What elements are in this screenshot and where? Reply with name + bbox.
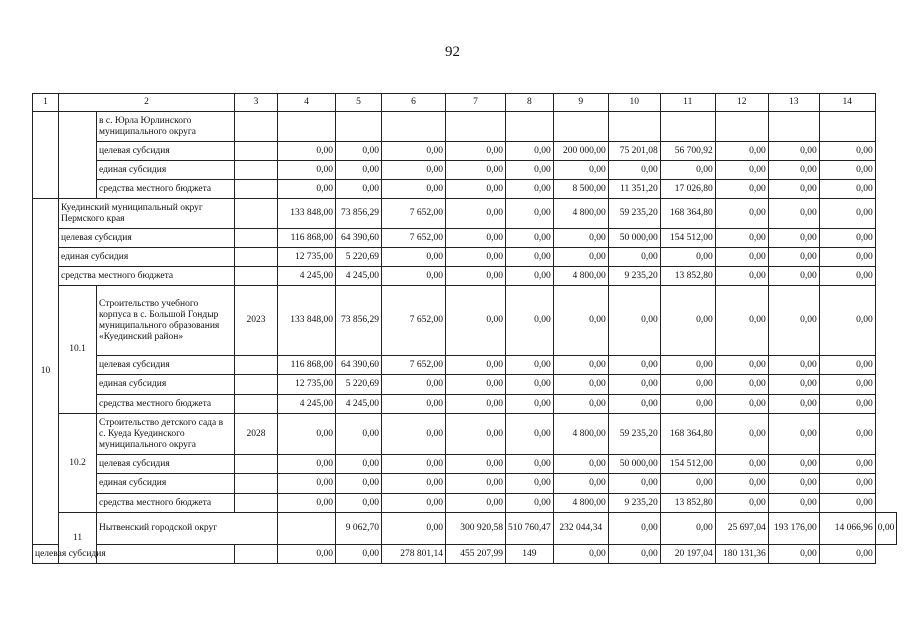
value-cell: 0,00: [608, 161, 660, 180]
value-cell: 0,00: [506, 180, 554, 199]
blank-cell: [33, 112, 59, 199]
value-cell: 0,00: [278, 142, 336, 161]
value-cell: 149: [506, 545, 554, 564]
value-cell: 0,00: [768, 474, 819, 494]
value-cell: [660, 112, 715, 142]
value-cell: 0,00: [336, 545, 382, 564]
value-cell: 0,00: [660, 286, 715, 356]
value-cell: 116 868,00: [278, 229, 336, 248]
value-cell: 0,00: [553, 375, 608, 395]
year-cell: [235, 545, 278, 564]
value-cell: 9 235,20: [608, 267, 660, 286]
header-cell: 14: [819, 94, 875, 112]
value-cell: 0,00: [768, 375, 819, 395]
value-cell: [715, 112, 768, 142]
value-cell: 0,00: [446, 395, 506, 414]
value-cell: 0,00: [768, 356, 819, 375]
value-cell: 0,00: [446, 474, 506, 494]
year-cell: [235, 375, 278, 395]
value-cell: 0,00: [819, 356, 875, 375]
value-cell: 64 390,60: [336, 356, 382, 375]
value-cell: 0,00: [608, 375, 660, 395]
row-label: целевая субсидия: [33, 545, 235, 564]
value-cell: 0,00: [608, 286, 660, 356]
value-cell: 0,00: [660, 474, 715, 494]
header-cell: 2: [59, 94, 235, 112]
header-cell: 6: [382, 94, 446, 112]
value-cell: [446, 112, 506, 142]
value-cell: 0,00: [506, 356, 554, 375]
value-cell: 0,00: [278, 545, 336, 564]
row-label: Строительство детского сада в с. Куеда Куединского муниципального округа: [97, 414, 235, 455]
value-cell: 13 852,80: [660, 494, 715, 513]
value-cell: 278 801,14: [382, 545, 446, 564]
value-cell: 0,00: [446, 199, 506, 229]
value-cell: 0,00: [768, 180, 819, 199]
value-cell: [608, 112, 660, 142]
value-cell: [553, 112, 608, 142]
value-cell: 0,00: [715, 286, 768, 356]
value-cell: 0,00: [819, 395, 875, 414]
value-cell: 0,00: [819, 286, 875, 356]
row-label: Нытвенский городской округ: [97, 513, 278, 545]
value-cell: 154 512,00: [660, 455, 715, 474]
value-cell: 7 652,00: [382, 199, 446, 229]
value-cell: [382, 112, 446, 142]
header-cell: 12: [715, 94, 768, 112]
value-cell: 0,00: [336, 142, 382, 161]
value-cell: 0,00: [506, 229, 554, 248]
table-row: [33, 248, 897, 267]
value-cell: 0,00: [819, 267, 875, 286]
value-cell: 7 652,00: [382, 229, 446, 248]
budget-table: [32, 93, 897, 564]
value-cell: 0,00: [446, 180, 506, 199]
row-label: целевая субсидия: [97, 142, 235, 161]
table-row: [33, 455, 897, 474]
value-cell: 0,00: [768, 142, 819, 161]
value-cell: 455 207,99: [446, 545, 506, 564]
value-cell: 232 044,34: [553, 513, 608, 545]
table-row: [33, 494, 897, 513]
value-cell: 0,00: [336, 180, 382, 199]
value-cell: 0,00: [553, 395, 608, 414]
value-cell: 4 800,00: [553, 199, 608, 229]
value-cell: 0,00: [715, 142, 768, 161]
value-cell: 0,00: [608, 545, 660, 564]
year-cell: [278, 513, 336, 545]
row-label: единая субсидия: [97, 474, 235, 494]
value-cell: 4 800,00: [553, 414, 608, 455]
value-cell: 0,00: [715, 455, 768, 474]
value-cell: 180 131,36: [715, 545, 768, 564]
value-cell: 73 856,29: [336, 199, 382, 229]
value-cell: 0,00: [819, 494, 875, 513]
value-cell: 0,00: [819, 142, 875, 161]
value-cell: 4 245,00: [278, 395, 336, 414]
value-cell: 0,00: [768, 545, 819, 564]
value-cell: 0,00: [278, 474, 336, 494]
value-cell: 0,00: [715, 199, 768, 229]
value-cell: 8 500,00: [553, 180, 608, 199]
value-cell: 0,00: [506, 248, 554, 267]
value-cell: 133 848,00: [278, 286, 336, 356]
value-cell: 14 066,96: [819, 513, 875, 545]
value-cell: 0,00: [336, 474, 382, 494]
year-cell: [235, 474, 278, 494]
value-cell: 0,00: [819, 248, 875, 267]
table-row: [33, 414, 897, 455]
value-cell: 0,00: [875, 513, 897, 545]
value-cell: 0,00: [336, 455, 382, 474]
header-cell: 5: [336, 94, 382, 112]
header-cell: 11: [660, 94, 715, 112]
value-cell: 0,00: [819, 161, 875, 180]
value-cell: 0,00: [715, 494, 768, 513]
value-cell: 0,00: [715, 395, 768, 414]
value-cell: 0,00: [382, 414, 446, 455]
value-cell: 193 176,00: [768, 513, 819, 545]
value-cell: 0,00: [819, 199, 875, 229]
value-cell: 0,00: [553, 474, 608, 494]
value-cell: 0,00: [608, 248, 660, 267]
value-cell: 0,00: [278, 180, 336, 199]
year-cell: [235, 180, 278, 199]
table-row: [33, 375, 897, 395]
value-cell: 0,00: [382, 395, 446, 414]
value-cell: 0,00: [382, 375, 446, 395]
value-cell: 0,00: [446, 161, 506, 180]
value-cell: 0,00: [715, 414, 768, 455]
header-cell: 3: [235, 94, 278, 112]
row-label: единая субсидия: [59, 248, 235, 267]
value-cell: 0,00: [506, 161, 554, 180]
value-cell: 0,00: [768, 494, 819, 513]
value-cell: 0,00: [768, 199, 819, 229]
header-cell: 8: [506, 94, 554, 112]
value-cell: 56 700,92: [660, 142, 715, 161]
value-cell: 0,00: [768, 414, 819, 455]
value-cell: 0,00: [446, 455, 506, 474]
value-cell: 0,00: [382, 474, 446, 494]
value-cell: 0,00: [715, 248, 768, 267]
value-cell: 0,00: [506, 494, 554, 513]
value-cell: 0,00: [553, 286, 608, 356]
value-cell: 0,00: [553, 356, 608, 375]
header-cell: 7: [446, 94, 506, 112]
value-cell: 0,00: [506, 414, 554, 455]
value-cell: 0,00: [819, 414, 875, 455]
value-cell: 5 220,69: [336, 248, 382, 267]
row-label: единая субсидия: [97, 161, 235, 180]
value-cell: 0,00: [278, 161, 336, 180]
value-cell: 116 868,00: [278, 356, 336, 375]
value-cell: 0,00: [446, 142, 506, 161]
value-cell: 12 735,00: [278, 375, 336, 395]
value-cell: 133 848,00: [278, 199, 336, 229]
value-cell: 4 245,00: [336, 395, 382, 414]
value-cell: 0,00: [608, 395, 660, 414]
row-label: Куединский муниципальный округ Пермского края: [59, 199, 235, 229]
value-cell: 4 800,00: [553, 494, 608, 513]
value-cell: 0,00: [446, 356, 506, 375]
value-cell: 11 351,20: [608, 180, 660, 199]
value-cell: 0,00: [715, 229, 768, 248]
value-cell: 0,00: [608, 474, 660, 494]
row-label: средства местного бюджета: [97, 180, 235, 199]
value-cell: 0,00: [819, 375, 875, 395]
value-cell: 0,00: [446, 248, 506, 267]
table-row: [33, 395, 897, 414]
value-cell: 0,00: [553, 248, 608, 267]
header-cell: 9: [553, 94, 608, 112]
year-cell: [235, 494, 278, 513]
year-cell: 2023: [235, 286, 278, 356]
value-cell: 59 235,20: [608, 199, 660, 229]
value-cell: [506, 112, 554, 142]
year-cell: [235, 395, 278, 414]
value-cell: 0,00: [446, 229, 506, 248]
table-row: [33, 356, 897, 375]
value-cell: 0,00: [768, 455, 819, 474]
value-cell: 9 235,20: [608, 494, 660, 513]
year-cell: 2028: [235, 414, 278, 455]
value-cell: [278, 112, 336, 142]
value-cell: 7 652,00: [382, 356, 446, 375]
value-cell: 9 062,70: [336, 513, 382, 545]
header-cell: 4: [278, 94, 336, 112]
year-cell: [235, 161, 278, 180]
value-cell: 0,00: [336, 414, 382, 455]
value-cell: 0,00: [768, 267, 819, 286]
table-row: [33, 161, 897, 180]
value-cell: 0,00: [382, 248, 446, 267]
value-cell: 0,00: [608, 356, 660, 375]
value-cell: 0,00: [506, 142, 554, 161]
value-cell: 0,00: [660, 356, 715, 375]
value-cell: 0,00: [768, 161, 819, 180]
value-cell: 0,00: [278, 414, 336, 455]
value-cell: 0,00: [768, 248, 819, 267]
value-cell: 200 000,00: [553, 142, 608, 161]
table-row: [33, 142, 897, 161]
value-cell: 0,00: [660, 513, 715, 545]
value-cell: 0,00: [382, 180, 446, 199]
value-cell: 0,00: [819, 545, 875, 564]
value-cell: 0,00: [382, 513, 446, 545]
value-cell: 0,00: [506, 395, 554, 414]
value-cell: 0,00: [382, 142, 446, 161]
value-cell: 154 512,00: [660, 229, 715, 248]
row-label: целевая субсидия: [97, 356, 235, 375]
value-cell: [819, 112, 875, 142]
row-number: 10.1: [59, 286, 97, 414]
value-cell: [768, 112, 819, 142]
header-cell: 13: [768, 94, 819, 112]
value-cell: 168 364,80: [660, 199, 715, 229]
value-cell: 7 652,00: [382, 286, 446, 356]
value-cell: 50 000,00: [608, 229, 660, 248]
year-cell: [235, 356, 278, 375]
value-cell: 0,00: [382, 455, 446, 474]
value-cell: 0,00: [768, 229, 819, 248]
blank-cell: [59, 112, 97, 199]
value-cell: 0,00: [715, 161, 768, 180]
value-cell: 168 364,80: [660, 414, 715, 455]
value-cell: 0,00: [506, 286, 554, 356]
table-row: [33, 267, 897, 286]
value-cell: 0,00: [715, 375, 768, 395]
value-cell: 0,00: [608, 513, 660, 545]
value-cell: [336, 112, 382, 142]
row-label: Строительство учебного корпуса в с. Большой Гондыр муниципального образования «Куединский район»: [97, 286, 235, 356]
value-cell: 25 697,04: [715, 513, 768, 545]
year-cell: [235, 112, 278, 142]
value-cell: 0,00: [278, 494, 336, 513]
value-cell: 4 245,00: [336, 267, 382, 286]
value-cell: 0,00: [660, 395, 715, 414]
value-cell: 0,00: [715, 180, 768, 199]
value-cell: 73 856,29: [336, 286, 382, 356]
value-cell: 0,00: [446, 494, 506, 513]
row-number: 10.2: [59, 414, 97, 513]
value-cell: 0,00: [382, 161, 446, 180]
year-cell: [235, 248, 278, 267]
value-cell: 0,00: [336, 161, 382, 180]
value-cell: 0,00: [553, 161, 608, 180]
value-cell: 0,00: [506, 199, 554, 229]
value-cell: 59 235,20: [608, 414, 660, 455]
value-cell: 64 390,60: [336, 229, 382, 248]
value-cell: 0,00: [336, 494, 382, 513]
value-cell: 17 026,80: [660, 180, 715, 199]
value-cell: 0,00: [768, 286, 819, 356]
table-row: [33, 199, 897, 229]
row-label: средства местного бюджета: [97, 494, 235, 513]
row-label: единая субсидия: [97, 375, 235, 395]
value-cell: 0,00: [506, 474, 554, 494]
value-cell: 0,00: [715, 356, 768, 375]
value-cell: 0,00: [819, 474, 875, 494]
value-cell: 0,00: [506, 375, 554, 395]
value-cell: 300 920,58: [446, 513, 506, 545]
value-cell: 13 852,80: [660, 267, 715, 286]
value-cell: 0,00: [446, 286, 506, 356]
value-cell: 4 245,00: [278, 267, 336, 286]
value-cell: 0,00: [382, 494, 446, 513]
value-cell: 0,00: [819, 180, 875, 199]
value-cell: 4 800,00: [553, 267, 608, 286]
value-cell: 510 760,47: [506, 513, 554, 545]
year-cell: [235, 199, 278, 229]
value-cell: 20 197,04: [660, 545, 715, 564]
year-cell: [235, 267, 278, 286]
table-row: [33, 286, 897, 356]
value-cell: 0,00: [553, 229, 608, 248]
value-cell: 0,00: [446, 375, 506, 395]
value-cell: 0,00: [506, 455, 554, 474]
value-cell: 0,00: [506, 267, 554, 286]
value-cell: 0,00: [660, 375, 715, 395]
table-row: [33, 180, 897, 199]
header-cell: 1: [33, 94, 59, 112]
row-label: целевая субсидия: [97, 455, 235, 474]
header-cell: 10: [608, 94, 660, 112]
table-row: [33, 513, 897, 545]
table-row: [33, 112, 897, 142]
value-cell: 75 201,08: [608, 142, 660, 161]
row-number: 10: [33, 199, 59, 545]
value-cell: 0,00: [660, 248, 715, 267]
row-number: 11: [59, 513, 97, 564]
row-label: целевая субсидия: [59, 229, 235, 248]
value-cell: 0,00: [278, 455, 336, 474]
value-cell: 0,00: [819, 229, 875, 248]
value-cell: 0,00: [768, 395, 819, 414]
year-cell: [235, 229, 278, 248]
value-cell: 0,00: [553, 545, 608, 564]
value-cell: 0,00: [660, 161, 715, 180]
header-row: [33, 94, 897, 112]
value-cell: 50 000,00: [608, 455, 660, 474]
year-cell: [235, 455, 278, 474]
value-cell: 0,00: [715, 267, 768, 286]
value-cell: 0,00: [819, 455, 875, 474]
value-cell: 0,00: [446, 414, 506, 455]
page-number: 92: [445, 44, 460, 60]
row-label: средства местного бюджета: [97, 395, 235, 414]
year-cell: [235, 142, 278, 161]
row-label: средства местного бюджета: [59, 267, 235, 286]
row-label: в с. Юрла Юрлинского муниципального округа: [97, 112, 235, 142]
value-cell: 0,00: [715, 474, 768, 494]
table-row: [33, 474, 897, 494]
value-cell: 0,00: [553, 455, 608, 474]
value-cell: 12 735,00: [278, 248, 336, 267]
table-row: [33, 545, 897, 564]
value-cell: 0,00: [446, 267, 506, 286]
value-cell: 5 220,69: [336, 375, 382, 395]
value-cell: 0,00: [382, 267, 446, 286]
table-row: [33, 229, 897, 248]
